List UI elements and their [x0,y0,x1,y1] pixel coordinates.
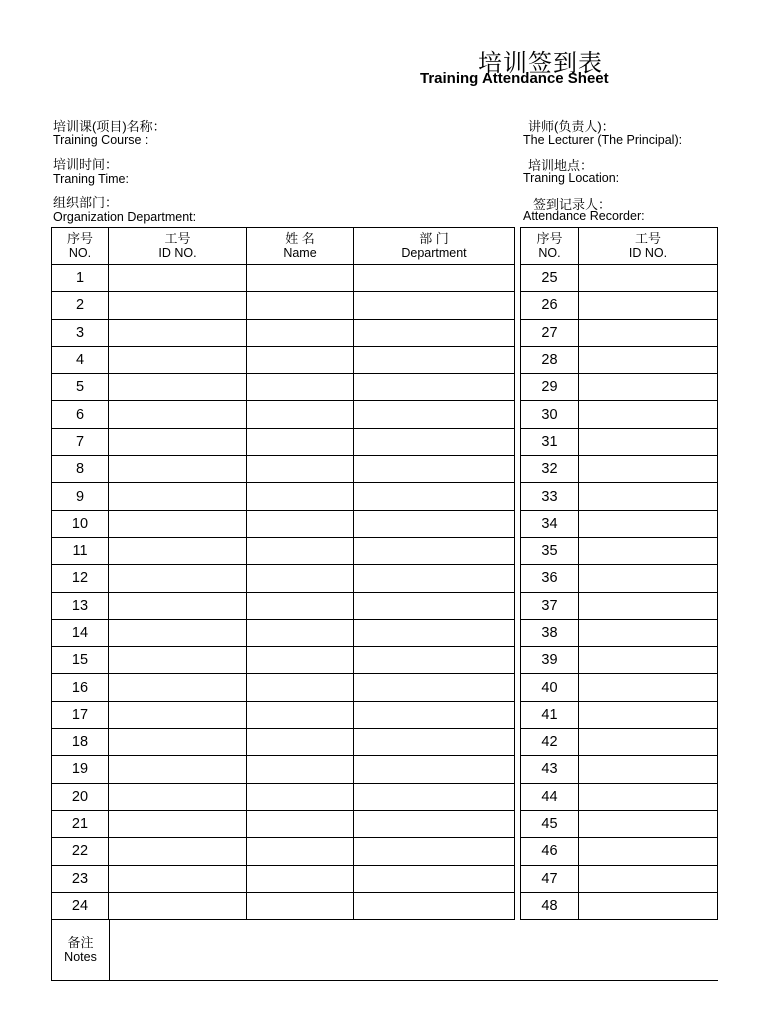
id-cell[interactable] [579,292,718,319]
name-cell[interactable] [247,428,354,455]
table-row [521,865,718,892]
id-cell[interactable] [579,619,718,646]
row-number: 40 [521,674,579,701]
notes-section [51,920,718,981]
row-number: 1 [52,265,109,292]
row-number: 45 [521,810,579,837]
name-cell[interactable] [247,265,354,292]
name-cell[interactable] [247,319,354,346]
row-number: 42 [521,729,579,756]
id-cell[interactable] [109,401,247,428]
id-cell[interactable] [579,701,718,728]
table-row [52,647,515,674]
row-number: 19 [52,756,109,783]
id-cell[interactable] [579,729,718,756]
row-number: 26 [521,292,579,319]
table-row [521,428,718,455]
id-cell[interactable] [579,483,718,510]
id-cell[interactable] [579,401,718,428]
table-row [52,510,515,537]
row-number: 3 [52,319,109,346]
id-cell[interactable] [579,892,718,919]
table-row [521,756,718,783]
department-cell[interactable] [354,565,515,592]
time-label-cn: 培训时间： [53,157,119,172]
name-cell[interactable] [247,565,354,592]
row-number: 28 [521,346,579,373]
name-cell[interactable] [247,729,354,756]
page-title-cn: 培训签到表 [478,50,603,77]
row-number: 13 [52,592,109,619]
id-cell[interactable] [109,510,247,537]
row-number: 2 [52,292,109,319]
department-cell[interactable] [354,674,515,701]
row-number: 27 [521,319,579,346]
name-cell[interactable] [247,292,354,319]
row-number: 7 [52,428,109,455]
lecturer-label-en: The Lecturer (The Principal): [523,133,683,147]
table-row [52,619,515,646]
id-cell[interactable] [579,756,718,783]
department-cell[interactable] [354,537,515,564]
department-cell[interactable] [354,265,515,292]
table-row [52,592,515,619]
row-number: 36 [521,565,579,592]
row-number: 39 [521,647,579,674]
table-row [52,838,515,865]
notes-label-en: Notes [64,950,97,964]
table-row [52,428,515,455]
row-number: 25 [521,265,579,292]
row-number: 33 [521,483,579,510]
row-number: 6 [52,401,109,428]
table-row [521,374,718,401]
department-cell[interactable] [354,729,515,756]
name-cell[interactable] [247,838,354,865]
column-header-id: 工号 ID NO. [109,228,247,265]
table-row [52,401,515,428]
id-cell[interactable] [579,592,718,619]
row-number: 46 [521,838,579,865]
table-row [52,374,515,401]
id-cell[interactable] [109,783,247,810]
table-row [521,701,718,728]
org-label-en: Organization Department: [53,210,197,224]
department-cell[interactable] [354,810,515,837]
row-number: 18 [52,729,109,756]
name-cell[interactable] [247,592,354,619]
page-title-en: Training Attendance Sheet [420,70,609,87]
id-cell[interactable] [109,319,247,346]
table-row [521,592,718,619]
attendance-table-right [520,227,718,920]
column-header-no: 序号 NO. [521,228,579,265]
column-header-department: 部 门 Department [354,228,515,265]
table-row [52,701,515,728]
table-row [521,537,718,564]
row-number: 24 [52,892,109,919]
table-header-row [521,228,718,265]
id-cell[interactable] [579,783,718,810]
table-row [521,892,718,919]
row-number: 22 [52,838,109,865]
id-cell[interactable] [109,537,247,564]
id-cell[interactable] [579,456,718,483]
department-cell[interactable] [354,456,515,483]
department-cell[interactable] [354,319,515,346]
table-row [521,783,718,810]
name-cell[interactable] [247,756,354,783]
table-row [52,456,515,483]
name-cell[interactable] [247,892,354,919]
row-number: 4 [52,346,109,373]
id-cell[interactable] [109,701,247,728]
table-row [52,346,515,373]
department-cell[interactable] [354,783,515,810]
id-cell[interactable] [109,865,247,892]
table-row [521,647,718,674]
table-row [521,265,718,292]
id-cell[interactable] [579,346,718,373]
row-number: 15 [52,647,109,674]
row-number: 38 [521,619,579,646]
id-cell[interactable] [579,510,718,537]
department-cell[interactable] [354,292,515,319]
row-number: 31 [521,428,579,455]
id-cell[interactable] [109,456,247,483]
table-row [52,729,515,756]
name-cell[interactable] [247,783,354,810]
row-number: 8 [52,456,109,483]
recorder-label-en: Attendance Recorder: [523,209,645,223]
table-row [52,292,515,319]
location-label-cn: 培训地点： [528,158,594,173]
department-cell[interactable] [354,428,515,455]
table-row [521,510,718,537]
name-cell[interactable] [247,346,354,373]
row-number: 30 [521,401,579,428]
row-number: 9 [52,483,109,510]
column-header-id: 工号 ID NO. [579,228,718,265]
id-cell[interactable] [109,838,247,865]
id-cell[interactable] [109,674,247,701]
id-cell[interactable] [579,647,718,674]
row-number: 43 [521,756,579,783]
table-row [52,565,515,592]
column-header-name: 姓 名 Name [247,228,354,265]
name-cell[interactable] [247,537,354,564]
name-cell[interactable] [247,865,354,892]
department-cell[interactable] [354,346,515,373]
table-row [52,674,515,701]
id-cell[interactable] [579,428,718,455]
id-cell[interactable] [579,838,718,865]
row-number: 37 [521,592,579,619]
id-cell[interactable] [579,319,718,346]
table-row [52,537,515,564]
table-row [521,810,718,837]
table-row [521,729,718,756]
department-cell[interactable] [354,701,515,728]
table-row [521,565,718,592]
row-number: 14 [52,619,109,646]
row-number: 21 [52,810,109,837]
table-row [52,810,515,837]
department-cell[interactable] [354,401,515,428]
name-cell[interactable] [247,510,354,537]
table-row [52,783,515,810]
row-number: 44 [521,783,579,810]
name-cell[interactable] [247,483,354,510]
row-number: 32 [521,456,579,483]
department-cell[interactable] [354,647,515,674]
name-cell[interactable] [247,374,354,401]
name-cell[interactable] [247,701,354,728]
id-cell[interactable] [109,346,247,373]
table-row [521,619,718,646]
table-row [521,456,718,483]
id-cell[interactable] [109,374,247,401]
row-number: 20 [52,783,109,810]
time-label-en: Traning Time: [53,172,129,186]
row-number: 48 [521,892,579,919]
id-cell[interactable] [109,892,247,919]
name-cell[interactable] [247,456,354,483]
attendance-table-left [51,227,515,920]
table-row [52,892,515,919]
id-cell[interactable] [579,565,718,592]
id-cell[interactable] [109,265,247,292]
id-cell[interactable] [579,810,718,837]
id-cell[interactable] [109,756,247,783]
id-cell[interactable] [109,483,247,510]
table-row [52,319,515,346]
id-cell[interactable] [109,565,247,592]
row-number: 10 [52,510,109,537]
org-label-cn: 组织部门： [53,195,119,210]
id-cell[interactable] [579,537,718,564]
row-number: 29 [521,374,579,401]
id-cell[interactable] [579,374,718,401]
name-cell[interactable] [247,810,354,837]
row-number: 5 [52,374,109,401]
table-row [52,865,515,892]
department-cell[interactable] [354,374,515,401]
row-number: 35 [521,537,579,564]
department-cell[interactable] [354,865,515,892]
department-cell[interactable] [354,483,515,510]
id-cell[interactable] [109,619,247,646]
lecturer-label-cn: 讲师(负责人)： [528,119,615,134]
id-cell[interactable] [109,647,247,674]
id-cell[interactable] [579,865,718,892]
name-cell[interactable] [247,674,354,701]
department-cell[interactable] [354,892,515,919]
department-cell[interactable] [354,592,515,619]
id-cell[interactable] [109,729,247,756]
table-row [521,838,718,865]
table-row [521,292,718,319]
name-cell[interactable] [247,401,354,428]
table-row [521,319,718,346]
table-row [521,346,718,373]
row-number: 16 [52,674,109,701]
row-number: 34 [521,510,579,537]
table-row [521,674,718,701]
row-number: 41 [521,701,579,728]
row-number: 23 [52,865,109,892]
table-header-row [52,228,515,265]
id-cell[interactable] [579,265,718,292]
department-cell[interactable] [354,510,515,537]
table-row [521,483,718,510]
course-label-cn: 培训课(项目)名称： [53,119,166,134]
table-row [52,265,515,292]
id-cell[interactable] [109,592,247,619]
row-number: 17 [52,701,109,728]
row-number: 47 [521,865,579,892]
department-cell[interactable] [354,838,515,865]
id-cell[interactable] [109,810,247,837]
table-row [52,483,515,510]
id-cell[interactable] [109,292,247,319]
notes-field[interactable] [110,920,718,980]
recorder-label-cn: 签到记录人： [533,197,612,212]
department-cell[interactable] [354,619,515,646]
id-cell[interactable] [109,428,247,455]
row-number: 11 [52,537,109,564]
notes-label-cn: 备注 [67,935,94,950]
department-cell[interactable] [354,756,515,783]
course-label-en: Training Course : [53,133,149,147]
row-number: 12 [52,565,109,592]
table-row [521,401,718,428]
notes-label-cell [52,920,110,980]
location-label-en: Traning Location: [523,171,620,185]
name-cell[interactable] [247,619,354,646]
id-cell[interactable] [579,674,718,701]
column-header-no: 序号 NO. [52,228,109,265]
table-row [52,756,515,783]
name-cell[interactable] [247,647,354,674]
